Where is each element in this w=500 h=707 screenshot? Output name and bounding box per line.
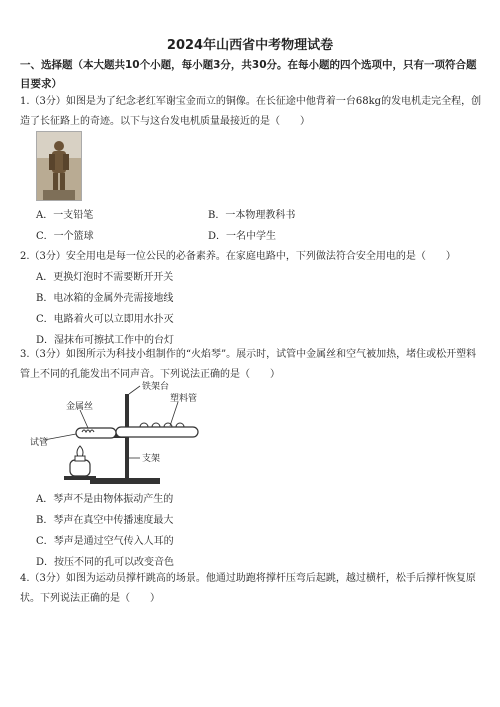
- question-3-text: 3.（3分）如图所示为科技小组制作的“火焰琴”。展示时，试管中金属丝和空气被加热，堵住或松开塑料管上不同的孔能发出不同声音。下列说法正确的是（ ）: [20, 349, 477, 380]
- q2-option-a: A．更换灯泡时不需要断开开关: [36, 272, 174, 283]
- q3-option-d: D．按压不同的孔可以改变音色: [36, 557, 175, 568]
- flame-harp-diagram: [30, 380, 220, 492]
- q2-option-b: B．电冰箱的金属外壳需接地线: [36, 293, 174, 304]
- question-1-text: 1.（3分）如图是为了纪念老红军谢宝金而立的铜像。在长征途中他背着一台68kg的发电机走完全程，创造了长征路上的奇迹。以下与这台发电机质量最接近的是（ ）: [20, 96, 482, 127]
- label-support: 支架: [142, 454, 161, 464]
- exam-title: 2024年山西省中考物理试卷: [166, 38, 334, 53]
- q1-option-b: B．一本物理教科书: [208, 210, 296, 221]
- q1-option-c: C．一个篮球: [36, 231, 94, 242]
- q2-option-d: D．湿抹布可擦拭工作中的台灯: [36, 335, 175, 346]
- q2-option-c: C．电路着火可以立即用水扑灭: [36, 314, 174, 325]
- q3-option-a: A．琴声不是由物体振动产生的: [36, 494, 174, 505]
- section-heading: 一、选择题（本大题共10个小题，每小题3分，共30分。在每小题的四个选项中，只有一项符合题目要求）: [20, 59, 477, 90]
- q1-option-d: D．一名中学生: [208, 231, 277, 242]
- label-iron-stand: 铁架台: [142, 382, 170, 392]
- question-4-text: 4.（3分）如图为运动员撑杆跳高的场景。他通过助跑将撑杆压弯后起跳，越过横杆，松手后撑杆恢复原状。下列说法正确的是（ ）: [20, 573, 476, 604]
- statue-photo: [36, 131, 82, 201]
- label-plastic-pipe: 塑料管: [170, 394, 198, 404]
- q1-option-a: A．一支铅笔: [36, 210, 94, 221]
- question-2-text: 2.（3分）安全用电是每一位公民的必备素养。在家庭电路中，下列做法符合安全用电的是（ ）: [20, 251, 456, 262]
- label-metal-wire: 金属丝: [66, 402, 94, 412]
- q3-option-c: C．琴声是通过空气传入人耳的: [36, 536, 174, 547]
- q3-option-b: B．琴声在真空中传播速度最大: [36, 515, 174, 526]
- label-test-tube: 试管: [30, 438, 49, 448]
